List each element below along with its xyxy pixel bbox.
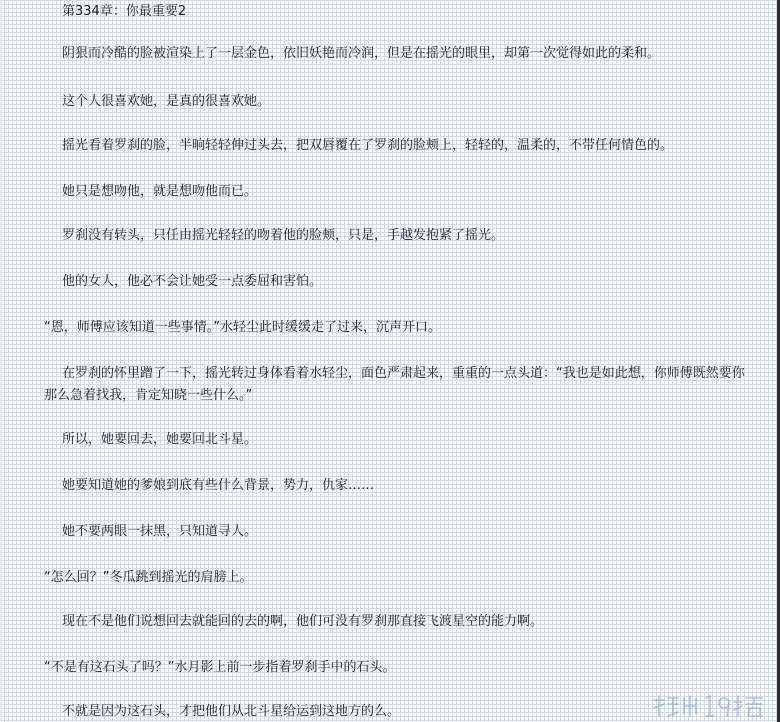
- paragraph: 罗刹没有转头，只任由摇光轻轻的吻着他的脸颊，只是，手越发抱紧了摇光。: [62, 228, 505, 243]
- paragraph: 现在不是他们说想回去就能回的去的啊，他们可没有罗刹那直接飞渡星空的能力啊。: [62, 614, 544, 629]
- paragraph: 他的女人，他必不会让她受一点委屈和害怕。: [62, 274, 323, 289]
- paragraph: 所以，她要回去，她要回北斗星。: [62, 432, 258, 447]
- paragraph: “恩，师傅应该知道一些事情。”水轻尘此时缓缓走了过来，沉声开口。: [44, 320, 441, 335]
- paragraph: “不是有这石头了吗？”水月影上前一步指着罗刹手中的石头。: [44, 660, 396, 675]
- paragraph: 不就是因为这石头，才把他们从北斗星给运到这地方的么。: [62, 704, 401, 719]
- paragraph: 这个人很喜欢她，是真的很喜欢她。: [62, 94, 271, 109]
- chapter-title: 第334章：你最重要2: [62, 4, 187, 19]
- watermark-logo: [650, 692, 768, 720]
- paragraph: 阴狠而冷酷的脸被渲染上了一层金色，依旧妖艳而冷润，但是在摇光的眼里，却第一次觉得如此的柔和。: [62, 46, 661, 61]
- paragraph: 她不要两眼一抹黑，只知道寻人。: [62, 524, 258, 539]
- paragraph: “怎么回？”冬瓜跳到摇光的肩膀上。: [44, 570, 253, 585]
- paragraph: 在罗刹的怀里蹭了一下，摇光转过身体看着水轻尘，面色严肃起来，重重的一点头道：“我也是如此想，你师傅既然要你: [62, 366, 745, 381]
- paragraph: 摇光看着罗刹的脸，半晌轻轻伸过头去，把双唇覆在了罗刹的脸颊上，轻轻的，温柔的，不带任何情色的。: [62, 138, 674, 153]
- paragraph-continuation: 那么急着找我，肯定知晓一些什么。”: [44, 388, 253, 403]
- paragraph: 她要知道她的爹娘到底有些什么背景，势力，仇家……: [62, 478, 375, 493]
- paragraph: 她只是想吻他，就是想吻他而已。: [62, 184, 258, 199]
- page-left-border: [0, 0, 2, 722]
